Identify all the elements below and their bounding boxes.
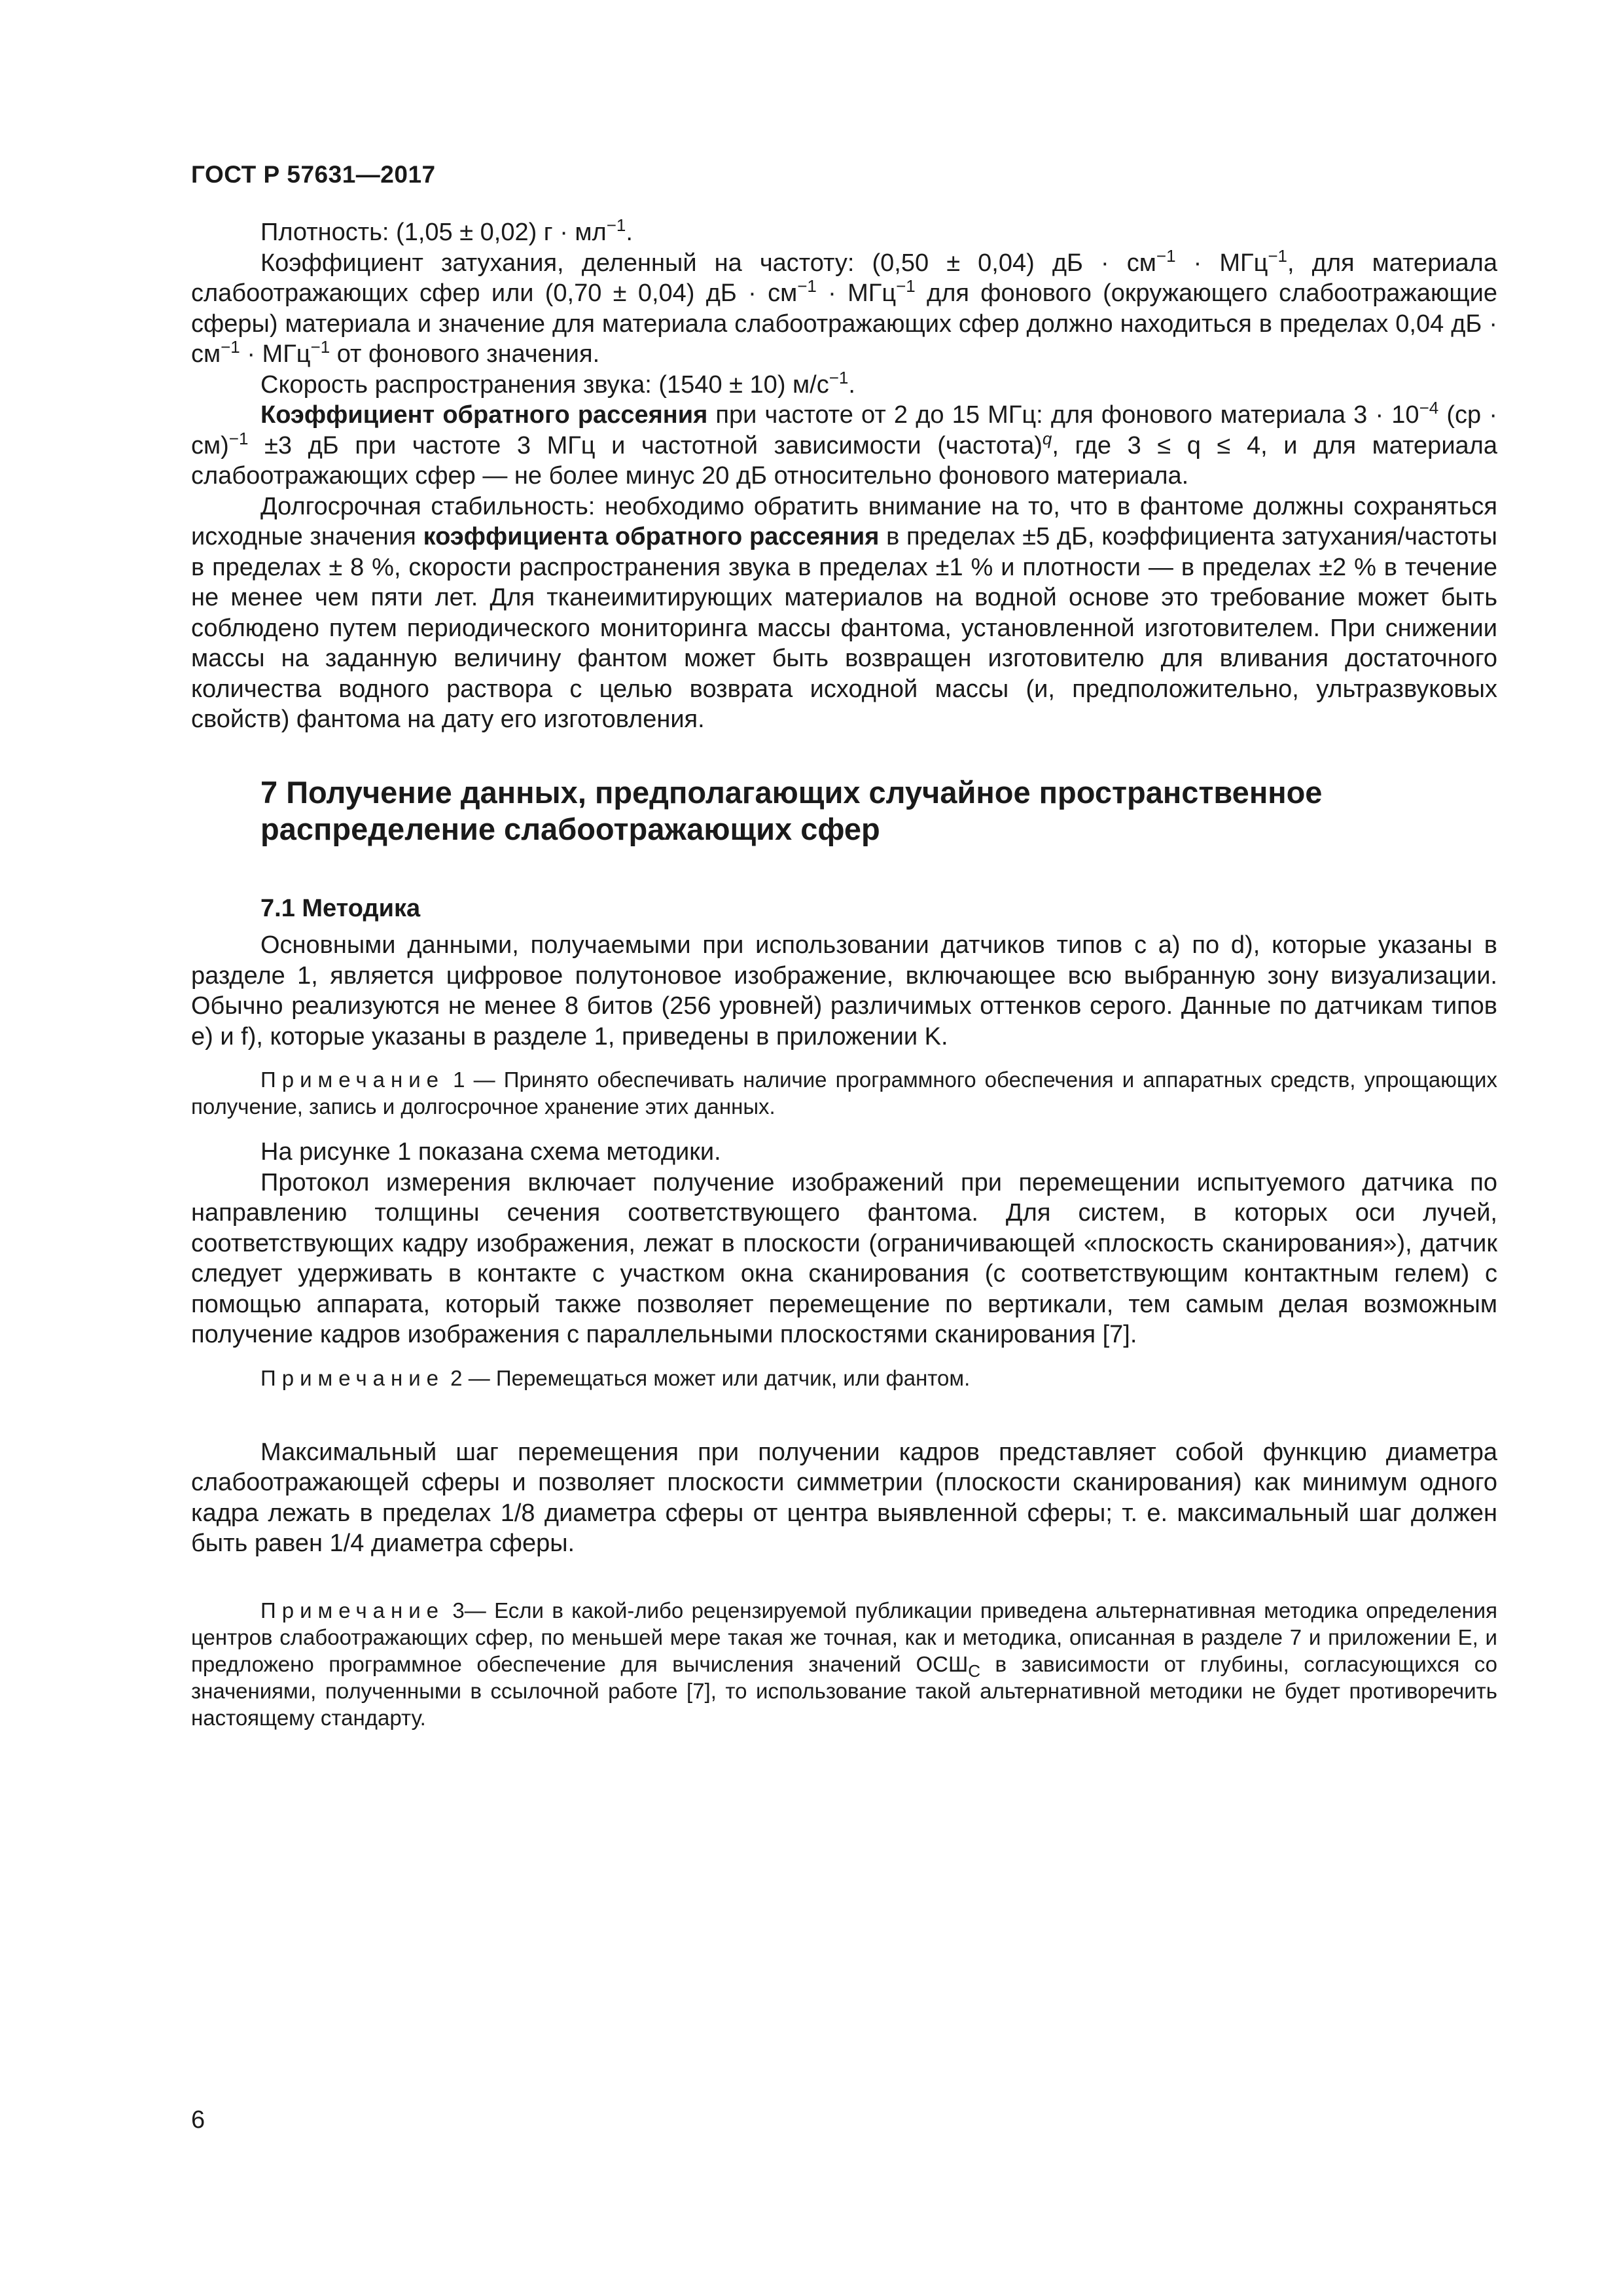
spacer [191, 1408, 1497, 1437]
stability-paragraph: Долгосрочная стабильность: необходимо обратить внимание на то, что в фантоме должны сохраняться исходные значения коэффициента обратного рассеяния в пределах ±5 дБ, коэффициента затухания/частоты в пределах ± 8 %, скорости распространения звука в пределах ±1 % и плотности — в пределах ±2 % в течение не менее чем пяти лет. Для тканеимитирующих материалов на водной основе это требование может быть соблюдено путем периодического мониторинга массы фантома, установленной изготовителем. При снижении массы на заданную величину фантом может быть возвращен изготовителю для вливания достаточного количества водного раствора с целью возврата исходной массы (и, предположительно, ультразвуковых свойств) фантома на дату его изготовления. [191, 492, 1497, 733]
density-paragraph: Плотность: (1,05 ± 0,02) $г \cdot мл^{-1}$. [260, 215, 633, 246]
note-3: Примечание 3— Если в какой-либо рецензируемой публикации приведена альтернативная методика определения центров слабоотражающих сфер, по меньшей мере такая же точная, как и методика, описанная в разделе 7 и приложении Е, и предложено программное обеспечение для вычисления значений $ОСШ_С$ в зависимости от глубины, согласующихся со значениями, полученными в ссылочной работе [7], то использование такой альтернативной методики не будет противоречить настоящему стандарту. [191, 1598, 1497, 1730]
method-paragraph-4: Максимальный шаг перемещения при получении кадров представляет собой функцию диаметра слабоотражающей сферы и позволяет плоскости симметрии (плоскости сканирования) как минимум одного кадра лежать в пределах 1/8 диаметра сферы от центра выявленной сферы; т. е. максимальный шаг должен быть равен 1/4 диаметра сферы. [191, 1438, 1497, 1557]
backscatter-paragraph: Коэффициент обратного рассеяния при частоте от 2 до 15 МГц: для фонового материала $3 \cdot 10^{-4}$ (ср · см)$^{-1}$ ±3 дБ при частоте 3 МГц и частотной зависимости (частота)$^q$, где 3 ≤ q ≤ 4, и для материала слабоотражающих сфер — не более минус 20 дБ относительно фонового материала. [191, 398, 1498, 490]
note-2: Примечание 2 — Перемещаться может или датчик, или фантом. [260, 1365, 971, 1390]
sound-speed-paragraph: Скорость распространения звука: (1540 ± 10) $м/с^{-1}$. [260, 367, 855, 399]
method-paragraph-1: Основными данными, получаемыми при использовании датчиков типов с а) по d), которые указаны в разделе 1, является цифровое полутоновое изображение, включающее всю выбранную зону визуализации. Обычно реализуются не менее 8 битов (256 уровней) различимых оттенков серого. Данные по датчикам типов е) и f), которые указаны в разделе 1, приведены в приложении K. [191, 931, 1497, 1050]
document-body [191, 217, 1497, 1748]
page-number: 6 [191, 2106, 205, 2134]
standard-code-header: ГОСТ Р 57631—2017 [191, 161, 436, 188]
subsection-7-1-title: 7.1 Методика [260, 894, 421, 922]
spacer [191, 1559, 1497, 1583]
method-paragraph-2: На рисунке 1 показана схема методики. [260, 1138, 721, 1166]
note-1: Примечание 1 — Принято обеспечивать наличие программного обеспечения и аппаратных средств, упрощающих получение, запись и долгосрочное хранение этих данных. [191, 1067, 1497, 1119]
attenuation-paragraph: Коэффициент затухания, деленный на частоту: (0,50 ± 0,04) дБ · $см^{-1} \cdot МГц^{-1}$, для материала слабоотражающих сфер или (0,70 ± 0,04) дБ · $см^{-1} \cdot МГц^{-1}$ для фонового (окружающего слабоотражающие сферы) материала и значение для материала слабоотражающих сфер должно находиться в пределах 0,04 дБ · $см^{-1} \cdot МГц^{-1}$ от фонового значения. [191, 245, 1498, 368]
method-paragraph-3: Протокол измерения включает получение изображений при перемещении испытуемого датчика по направлению толщины сечения соответствующего фантома. Для систем, в которых оси лучей, соответствующих кадру изображения, лежат в плоскости (ограничивающей «плоскость сканирования»), датчик следует удерживать в контакте с участком окна сканирования (с соответствующим контактным гелем) с помощью аппарата, который также позволяет перемещение по вертикали, тем самым делая возможным получение кадров изображения с параллельными плоскостями сканирования [7]. [191, 1168, 1497, 1348]
section-7-title: 7 Получение данных, предполагающих случайное пространственное распределение слабоотражающих сфер [260, 774, 1323, 846]
